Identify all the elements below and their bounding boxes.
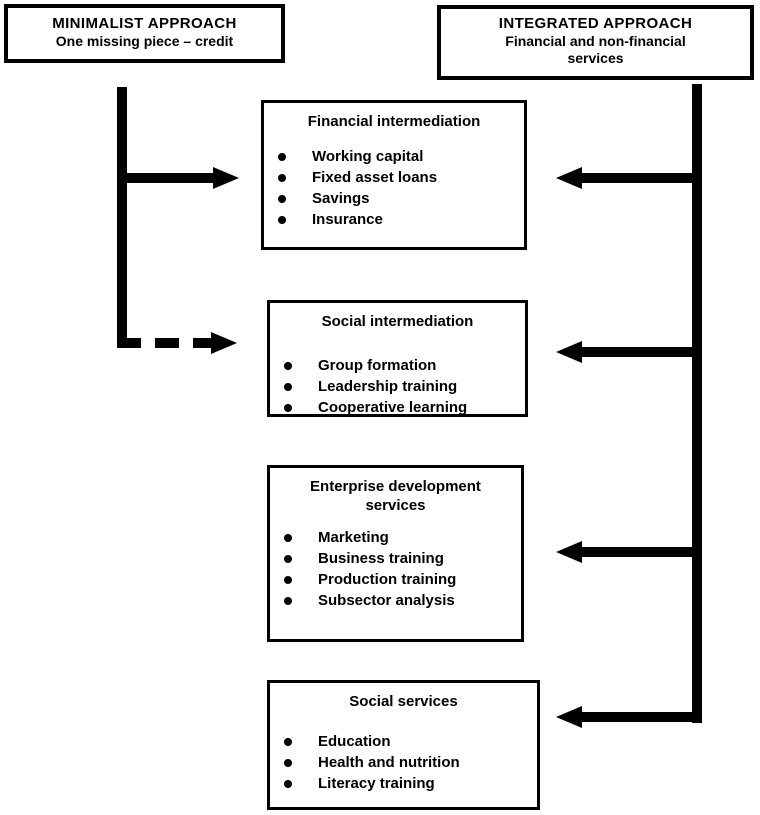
list-item-label: Health and nutrition xyxy=(318,754,460,771)
list-item xyxy=(264,146,524,167)
minimalist-connector-line xyxy=(117,87,127,348)
bullet-icon xyxy=(284,404,292,412)
arrow-corner-stub xyxy=(117,338,141,348)
financial-intermediation-box xyxy=(261,100,527,250)
list-item xyxy=(264,188,524,209)
bullet-icon xyxy=(284,759,292,767)
arrow-shaft xyxy=(582,347,702,357)
social-intermediation-list xyxy=(270,355,525,418)
arrowhead-left-icon xyxy=(556,167,582,189)
list-item xyxy=(270,355,525,376)
list-item-label: Business training xyxy=(318,550,444,567)
financial-intermediation-list xyxy=(264,146,524,230)
bullet-icon xyxy=(284,362,292,370)
arrow-minimalist-to-financial-icon xyxy=(122,167,239,189)
list-item-label: Literacy training xyxy=(318,775,435,792)
bullet-icon xyxy=(284,534,292,542)
list-item-label: Education xyxy=(318,733,391,750)
social-services-box xyxy=(267,680,540,810)
list-item-label: Group formation xyxy=(318,357,437,374)
list-item xyxy=(264,209,524,230)
arrow-integrated-to-social-services-icon xyxy=(556,706,702,728)
bullet-icon xyxy=(278,174,286,182)
list-item-label: Marketing xyxy=(318,529,389,546)
bullet-icon xyxy=(284,555,292,563)
arrowhead-right-icon xyxy=(211,332,237,354)
bullet-icon xyxy=(284,383,292,391)
integrated-approach-title: INTEGRATED APPROACH xyxy=(498,15,693,32)
bullet-icon xyxy=(278,195,286,203)
arrowhead-left-icon xyxy=(556,541,582,563)
list-item xyxy=(270,731,537,752)
arrowhead-right-icon xyxy=(213,167,239,189)
list-item-label: Leadership training xyxy=(318,378,458,395)
social-services-title: Social services xyxy=(349,693,458,710)
list-item xyxy=(270,752,537,773)
enterprise-development-services-box xyxy=(267,465,524,642)
list-item-label: Savings xyxy=(312,190,370,207)
arrowhead-left-icon xyxy=(556,341,582,363)
arrow-shaft xyxy=(122,173,213,183)
enterprise-development-services-list xyxy=(270,527,521,611)
minimalist-approach-subtitle: One missing piece – credit xyxy=(55,33,234,49)
enterprise-development-services-title: Enterprise development services xyxy=(310,478,481,514)
arrow-integrated-to-social-intermediation-icon xyxy=(556,341,702,363)
social-services-list xyxy=(270,731,537,794)
arrow-integrated-to-enterprise-icon xyxy=(556,541,702,563)
arrow-integrated-to-financial-icon xyxy=(556,167,702,189)
dashed-arrow-minimalist-to-social-icon xyxy=(117,332,237,354)
list-item-label: Cooperative learning xyxy=(318,399,468,416)
bullet-icon xyxy=(278,153,286,161)
arrow-shaft xyxy=(582,712,702,722)
list-item xyxy=(270,548,521,569)
list-item xyxy=(270,773,537,794)
minimalist-approach-box xyxy=(4,4,285,63)
list-item-label: Working capital xyxy=(312,148,424,165)
list-item xyxy=(270,527,521,548)
bullet-icon xyxy=(278,216,286,224)
arrow-shaft xyxy=(582,173,702,183)
arrowhead-left-icon xyxy=(556,706,582,728)
list-item-label: Fixed asset loans xyxy=(312,169,438,186)
bullet-icon xyxy=(284,576,292,584)
list-item-label: Insurance xyxy=(312,211,383,228)
bullet-icon xyxy=(284,780,292,788)
integrated-approach-subtitle: Financial and non-financial services xyxy=(505,33,686,66)
list-item xyxy=(270,397,525,418)
bullet-icon xyxy=(284,738,292,746)
list-item xyxy=(270,569,521,590)
dashed-arrow-shaft xyxy=(141,338,211,348)
social-intermediation-box xyxy=(267,300,528,417)
social-intermediation-title: Social intermediation xyxy=(321,313,474,330)
list-item xyxy=(264,167,524,188)
financial-intermediation-title: Financial intermediation xyxy=(307,113,481,130)
list-item xyxy=(270,376,525,397)
integrated-approach-box xyxy=(437,5,754,80)
list-item-label: Subsector analysis xyxy=(318,592,455,609)
bullet-icon xyxy=(284,597,292,605)
list-item-label: Production training xyxy=(318,571,457,588)
list-item xyxy=(270,590,521,611)
arrow-shaft xyxy=(582,547,702,557)
minimalist-approach-title: MINIMALIST APPROACH xyxy=(52,15,237,32)
